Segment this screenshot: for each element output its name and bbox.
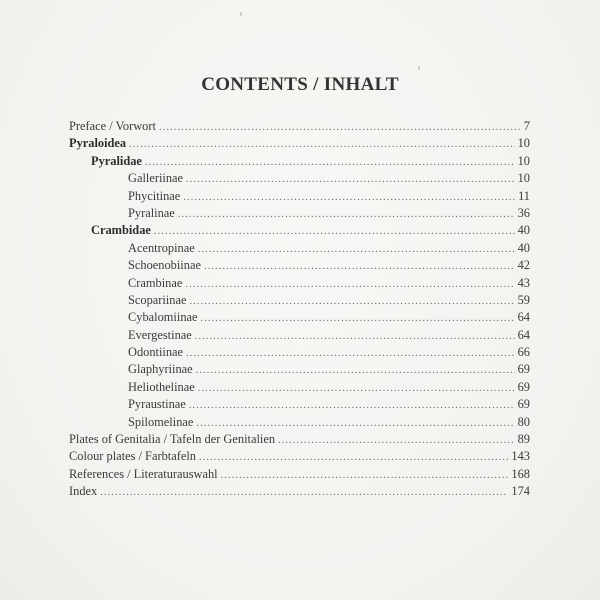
toc-entry-page-number: 10	[517, 136, 530, 151]
dot-leader	[189, 397, 515, 414]
dot-leader	[186, 171, 515, 188]
toc-entry-label: Pyralidae	[91, 153, 142, 168]
toc-entry	[69, 483, 530, 500]
dot-leader	[201, 310, 515, 327]
toc-entry	[69, 170, 530, 187]
dot-leader	[159, 119, 521, 136]
toc-entry	[69, 205, 530, 222]
toc-entry	[69, 257, 530, 274]
toc-entry-page-number: 69	[517, 362, 530, 377]
dot-leader	[196, 415, 514, 432]
dot-leader	[154, 223, 515, 240]
toc-entry-page-number: 7	[523, 119, 530, 133]
dot-leader	[198, 380, 515, 397]
toc-entry-page-number: 10	[517, 153, 530, 168]
toc-entry-label: Schoenobiinae	[128, 258, 201, 273]
toc-entry	[69, 361, 530, 378]
toc-entry-label: Plates of Genitalia / Tafeln der Genitalien	[69, 432, 276, 447]
toc-entry-label: Pyraustinae	[128, 397, 186, 412]
dot-leader	[186, 345, 515, 362]
toc-entry	[69, 275, 530, 292]
toc-entry-label: Crambinae	[128, 275, 183, 290]
dot-leader	[196, 362, 515, 379]
toc-entry	[69, 222, 530, 239]
toc-entry-page-number: 64	[517, 327, 530, 342]
dot-leader	[190, 293, 515, 310]
toc-entry-label: References / Literaturauswahl	[69, 466, 218, 481]
toc-entry-label: Spilomelinae	[128, 414, 194, 429]
toc-entry-label: Evergestinae	[128, 327, 192, 342]
toc-entry-page-number: 64	[517, 310, 530, 325]
toc-entry-label: Scopariinae	[128, 292, 187, 307]
toc-entry-label: Pyralinae	[128, 205, 175, 220]
dot-leader	[221, 467, 509, 484]
toc-entry-page-number: 80	[517, 414, 530, 429]
toc-entry-label: Index	[69, 484, 98, 499]
toc-entry-label: Acentropinae	[128, 240, 195, 255]
toc-entry-label: Colour plates / Farbtafeln	[69, 449, 196, 464]
toc-entry	[69, 118, 530, 135]
toc-entry-page-number: 10	[517, 171, 530, 186]
toc-entry	[69, 431, 530, 448]
toc-entry-page-number: 43	[517, 275, 530, 290]
toc-entry-page-number: 143	[511, 449, 530, 464]
toc-entry-page-number: 69	[517, 379, 530, 394]
toc-entry	[69, 240, 530, 257]
toc-entry-page-number: 42	[517, 258, 530, 273]
toc-entry	[69, 135, 530, 152]
toc-entry-label: Heliothelinae	[128, 379, 195, 394]
dot-leader	[100, 484, 508, 501]
toc-entry	[69, 379, 530, 396]
dot-leader	[204, 258, 515, 275]
toc-entry-page-number: 40	[517, 240, 530, 255]
toc-entry-label: Crambidae	[91, 223, 151, 238]
dot-leader	[195, 328, 515, 345]
toc-entry	[69, 466, 530, 483]
toc-entry-label: Phycitinae	[128, 188, 181, 203]
toc-entry	[69, 414, 530, 431]
dot-leader	[278, 432, 515, 449]
toc-entry-page-number: 36	[517, 205, 530, 220]
toc-entry	[69, 396, 530, 413]
dot-leader	[199, 449, 508, 466]
toc-entry	[69, 309, 530, 326]
toc-entry	[69, 153, 530, 170]
toc-entry-label: Pyraloidea	[69, 136, 127, 151]
toc-entry-page-number: 89	[517, 432, 530, 447]
page-mark	[240, 12, 242, 16]
dot-leader	[145, 154, 515, 171]
toc-entry-label: Glaphyriinae	[128, 362, 193, 377]
dot-leader	[129, 136, 514, 153]
toc-entry-page-number: 69	[517, 397, 530, 412]
page-title: CONTENTS / INHALT	[201, 74, 399, 95]
dot-leader	[198, 241, 515, 258]
toc-entry	[69, 292, 530, 309]
dot-leader	[183, 189, 515, 206]
dot-leader	[178, 206, 515, 223]
toc-entry-label: Galleriinae	[128, 171, 184, 186]
toc-entry-page-number: 66	[517, 345, 530, 360]
toc-entry	[69, 188, 530, 205]
toc-entry-page-number: 11	[518, 188, 530, 203]
toc-entry-label: Odontiinae	[128, 345, 184, 360]
toc-entry	[69, 327, 530, 344]
toc-entry-page-number: 168	[511, 466, 530, 481]
page-mark	[418, 66, 420, 70]
toc-entry-label: Cybalomiinae	[128, 310, 198, 325]
toc-entry-page-number: 40	[517, 223, 530, 238]
toc-entry	[69, 448, 530, 465]
toc-entry-page-number: 174	[511, 484, 530, 499]
table-of-contents	[69, 118, 530, 501]
dot-leader	[185, 276, 514, 293]
toc-entry-page-number: 59	[517, 292, 530, 307]
toc-entry	[69, 344, 530, 361]
toc-entry-label: Preface / Vorwort	[69, 119, 156, 133]
